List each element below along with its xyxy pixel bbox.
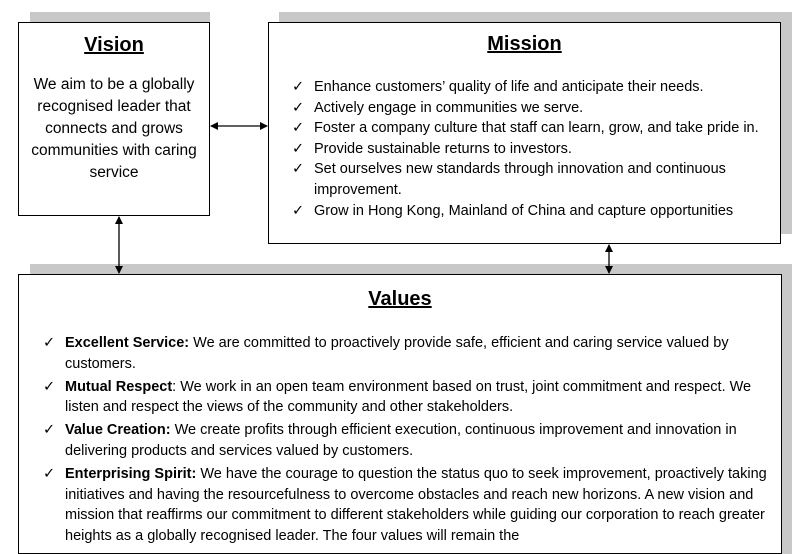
- value-text: We are committed to proactively provide safe, efficient and caring service valued by customers.: [65, 335, 729, 372]
- mission-title: Mission: [487, 33, 562, 55]
- check-icon: ✓: [43, 422, 56, 439]
- value-label: Excellent Service:: [65, 335, 190, 351]
- check-icon: ✓: [292, 161, 305, 178]
- value-label: Value Creation:: [65, 422, 171, 439]
- check-icon: ✓: [292, 79, 305, 95]
- check-icon: ✓: [292, 99, 305, 116]
- mission-item-text: Actively engage in communities we serve.: [314, 99, 584, 116]
- value-label: Mutual Respect: [65, 378, 173, 395]
- value-text: : We work in an open team environment based on trust, joint commitment and respect. We listen and respect the views of the community and other stakeholders.: [65, 378, 752, 416]
- mission-item-text: Set ourselves new standards through innovation and continuous improvement.: [314, 161, 726, 198]
- value-text: We have the courage to question the status quo to seek improvement, proactively taking initiatives and having the resourcefulness to overcome obstacles and reach new horizons. A new vision and mission that reaffirms our commitment to different stakeholders while guiding our corporation to reach greater heights as a globally recognised leader. The four values will remain the: [65, 465, 767, 545]
- values-title: Values: [368, 288, 432, 310]
- mission-item-text: Grow in Hong Kong, Mainland of China and capture opportunities: [314, 202, 734, 219]
- check-icon: ✓: [43, 335, 56, 351]
- mission-item-text: Enhance customers’ quality of life and anticipate their needs.: [314, 79, 704, 95]
- check-icon: ✓: [292, 202, 305, 219]
- check-icon: ✓: [43, 465, 56, 482]
- vision-text: We aim to be a globally recognised leader that connects and grows communities with caring service: [31, 76, 197, 181]
- value-text: We create profits through efficient execution, continuous improvement and innovation in delivering products and services valued by customers.: [65, 422, 737, 459]
- value-label: Enterprising Spirit:: [65, 465, 197, 482]
- check-icon: ✓: [43, 378, 56, 395]
- mission-item-text: Foster a company culture that staff can learn, grow, and take pride in.: [314, 120, 759, 137]
- mission-item-text: Provide sustainable returns to investors.: [314, 140, 572, 157]
- check-icon: ✓: [292, 140, 305, 157]
- vision-title: Vision: [84, 34, 144, 56]
- check-icon: ✓: [292, 120, 305, 137]
